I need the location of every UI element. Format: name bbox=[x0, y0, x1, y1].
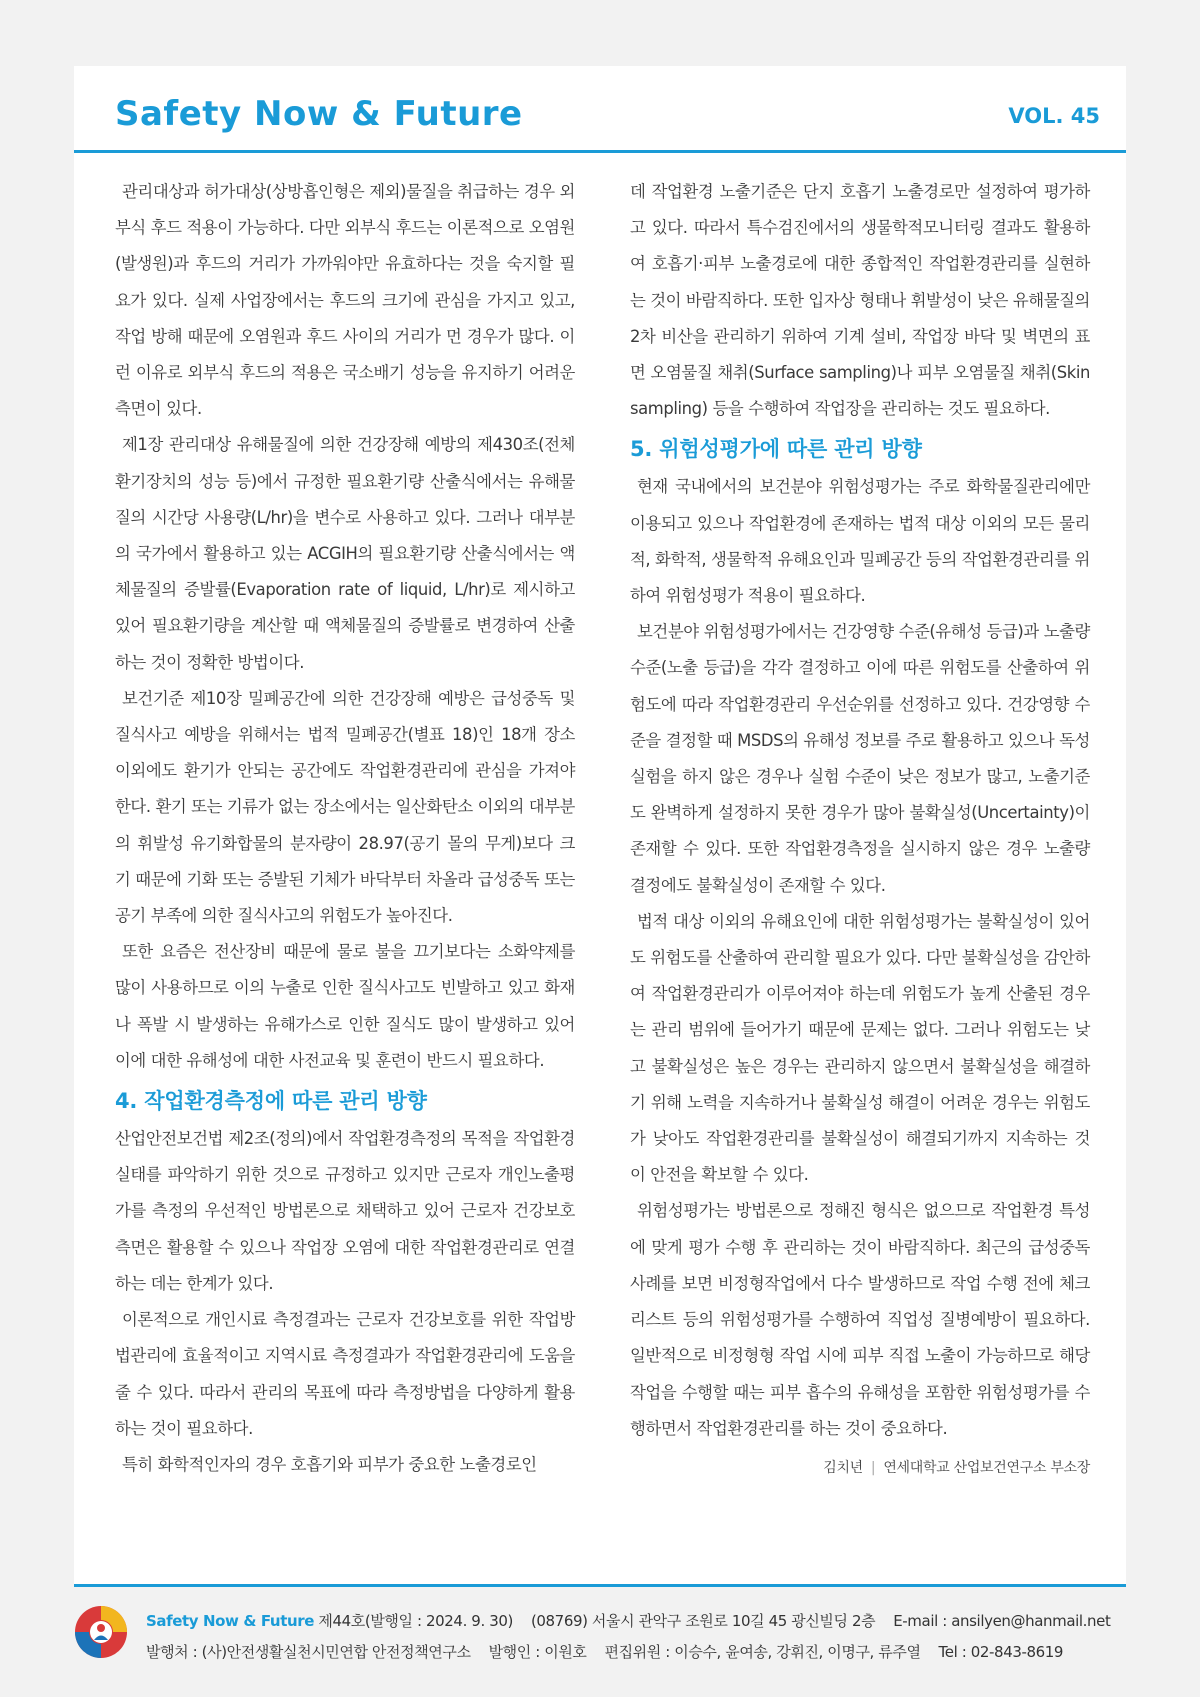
footer-editors: 편집위원 : 이승수, 윤여송, 강휘진, 이명구, 류주열 bbox=[604, 1643, 921, 1661]
footer-issue: 제44호(발행일 : 2024. 9. 30) bbox=[318, 1612, 513, 1630]
header-divider bbox=[74, 150, 1126, 153]
paragraph: 관리대상과 허가대상(상방흡인형은 제외)물질을 취급하는 경우 외부식 후드 적용이 가능하다. 다만 외부식 후드는 이론적으로 오염원(발생원)과 후드의 거리가 가까워야만 유효하다는 것을 숙지할 필요가 있다. 실제 사업장에서는 후드의 크기에 관심을 가지고 있고, 작업 방해 때문에 오염원과 후드 사이의 거리가 먼 경우가 많다. 이런 이유로 외부식 후드의 적용은 국소배기 성능을 유지하기 어려운 측면이 있다. bbox=[115, 182, 575, 419]
footer-divider bbox=[74, 1584, 1126, 1587]
footer-address: (08769) 서울시 관악구 조원로 10길 45 광신빌딩 2층 bbox=[530, 1612, 876, 1630]
footer-email[interactable]: E-mail : ansilyen@hanmail.net bbox=[893, 1612, 1111, 1630]
newsletter-page bbox=[74, 66, 1126, 1584]
section-heading-5: 5. 위험성평가에 따른 관리 방향 bbox=[630, 437, 922, 462]
paragraph: 이론적으로 개인시료 측정결과는 근로자 건강보호를 위한 작업방법관리에 효율적이고 지역시료 측정결과가 작업환경관리에 도움을 줄 수 있다. 따라서 관리의 목표에 따라 측정방법을 다양하게 활용하는 것이 필요하다. bbox=[115, 1310, 575, 1438]
paragraph: 현재 국내에서의 보건분야 위험성평가는 주로 화학물질관리에만 이용되고 있으나 작업환경에 존재하는 법적 대상 이외의 모든 물리적, 화학적, 생물학적 유해요인과 밀폐공간 등의 작업환경관리를 위하여 위험성평가 적용이 필요하다. bbox=[630, 477, 1090, 606]
footer-brand: Safety Now & Future bbox=[146, 1612, 315, 1630]
paragraph: 보건분야 위험성평가에서는 건강영향 수준(유해성 등급)과 노출량 수준(노출 등급)을 각각 결정하고 이에 따른 위험도를 산출하여 위험도에 따라 작업환경관리 우선순위를 선정하고 있다. 건강영향 수준을 결정할 때 MSDS의 유해성 정보를 주로 활용하고 있으나 독성실험을 하지 않은 경우나 실험 수준이 낮은 정보가 많고, 노출기준도 완벽하게 설정하지 못한 경우가 많아 불확실성(Uncertainty)이 존재할 수 있다. 또한 작업환경측정을 실시하지 않은 경우 노출량 결정에도 불확실성이 존재할 수 있다. bbox=[630, 622, 1090, 895]
paragraph: 산업안전보건법 제2조(정의)에서 작업환경측정의 목적을 작업환경 실태를 파악하기 위한 것으로 규정하고 있지만 근로자 개인노출평가를 측정의 우선적인 방법론으로 채택하고 있어 근로자 건강보호 측면은 활용할 수 있으나 작업장 오염에 대한 작업환경관리로 연결하는 데는 한계가 있다. bbox=[115, 1129, 575, 1293]
right-column bbox=[630, 174, 1090, 1483]
footer-issuer: 발행인 : 이원호 bbox=[488, 1643, 587, 1661]
left-column bbox=[115, 174, 575, 1483]
volume-label: VOL. 45 bbox=[1008, 104, 1100, 128]
footer-publisher: 발행처 : (사)안전생활실천시민연합 안전정책연구소 bbox=[146, 1643, 471, 1661]
footer-line-1 bbox=[146, 1610, 1110, 1631]
paragraph: 위험성평가는 방법론으로 정해진 형식은 없으므로 작업환경 특성에 맞게 평가 수행 후 관리하는 것이 바람직하다. 최근의 급성중독 사례를 보면 비정형작업에서 다수 발생하므로 작업 수행 전에 체크리스트 등의 위험성평가를 수행하여 직업성 질병예방이 필요하다. 일반적으로 비정형형 작업 시에 피부 직접 노출이 가능하므로 해당 작업을 수행할 때는 피부 흡수의 유해성을 포함한 위험성평가를 수행하면서 작업환경관리를 하는 것이 중요하다. bbox=[630, 1201, 1090, 1438]
author-name: 김치년 bbox=[823, 1459, 863, 1476]
paragraph: 보건기준 제10장 밀폐공간에 의한 건강장해 예방은 급성중독 및 질식사고 예방을 위해서는 법적 밀폐공간(별표 18)인 18개 장소 이외에도 환기가 안되는 공간에도 작업환경관리에 관심을 가져야 한다. 환기 또는 기류가 없는 장소에서는 일산화탄소 이외의 대부분의 휘발성 유기화합물의 분자량이 28.97(공기 몰의 무게)보다 크기 때문에 기화 또는 증발된 기체가 바닥부터 차올라 급성중독 또는 공기 부족에 의한 질식사고의 위험도가 높아진다. bbox=[115, 688, 575, 926]
paragraph: 법적 대상 이외의 유해요인에 대한 위험성평가는 불확실성이 있어도 위험도를 산출하여 관리할 필요가 있다. 다만 불확실성을 감안하여 작업환경관리가 이루어져야 하는데 위험도가 높게 산출된 경우는 관리 범위에 들어가기 때문에 문제는 없다. 그러나 위험도는 낮고 불확실성은 높은 경우는 관리하지 않으면서 불확실성을 해결하기 위해 노력을 지속하거나 불확실성 해결이 어려운 경우는 위험도가 낮아도 작업환경관리를 불확실성이 해결되기까지 지속하는 것이 안전을 확보할 수 있다. bbox=[630, 911, 1090, 1185]
section-heading-4: 4. 작업환경측정에 따른 관리 방향 bbox=[115, 1089, 427, 1114]
author-separator: | bbox=[870, 1459, 876, 1476]
paragraph: 특히 화학적인자의 경우 호흡기와 피부가 중요한 노출경로인 bbox=[122, 1454, 537, 1474]
footer-line-2 bbox=[146, 1641, 1063, 1662]
author-credit bbox=[630, 1453, 1090, 1483]
newsletter-title: Safety Now & Future bbox=[115, 94, 523, 134]
author-affiliation: 연세대학교 산업보건연구소 부소장 bbox=[883, 1459, 1090, 1476]
paragraph: 데 작업환경 노출기준은 단지 호흡기 노출경로만 설정하여 평가하고 있다. 따라서 특수검진에서의 생물학적모니터링 결과도 활용하여 호흡기·피부 노출경로에 대한 종합적인 작업환경관리를 실현하는 것이 바람직하다. 또한 입자상 형태나 휘발성이 낮은 유해물질의 2차 비산을 관리하기 위하여 기계 설비, 작업장 바닥 및 벽면의 표면 오염물질 채취(Surface sampling)나 피부 오염물질 채취(Skin sampling) 등을 수행하여 작업장을 관리하는 것도 필요하다. bbox=[630, 182, 1090, 419]
paragraph: 제1장 관리대상 유해물질에 의한 건강장해 예방의 제430조(전체환기장치의 성능 등)에서 규정한 필요환기량 산출식에서는 유해물질의 시간당 사용량(L/hr)을 변수로 사용하고 있다. 그러나 대부분의 국가에서 활용하고 있는 ACGIH의 필요환기량 산출식에서는 액체물질의 증발률(Evaporation rate of liquid, L/hr)로 제시하고 있어 필요환기량을 계산할 때 액체물질의 증발률로 변경하여 산출하는 것이 정확한 방법이다. bbox=[115, 435, 575, 672]
paragraph: 또한 요즘은 전산장비 때문에 물로 불을 끄기보다는 소화약제를 많이 사용하므로 이의 누출로 인한 질식사고도 빈발하고 있고 화재나 폭발 시 발생하는 유해가스로 인한 질식도 많이 발생하고 있어 이에 대한 유해성에 대한 사전교육 및 훈련이 반드시 필요하다. bbox=[115, 942, 575, 1070]
footer-tel: Tel : 02-843-8619 bbox=[938, 1643, 1064, 1661]
publisher-logo-icon bbox=[73, 1604, 129, 1660]
